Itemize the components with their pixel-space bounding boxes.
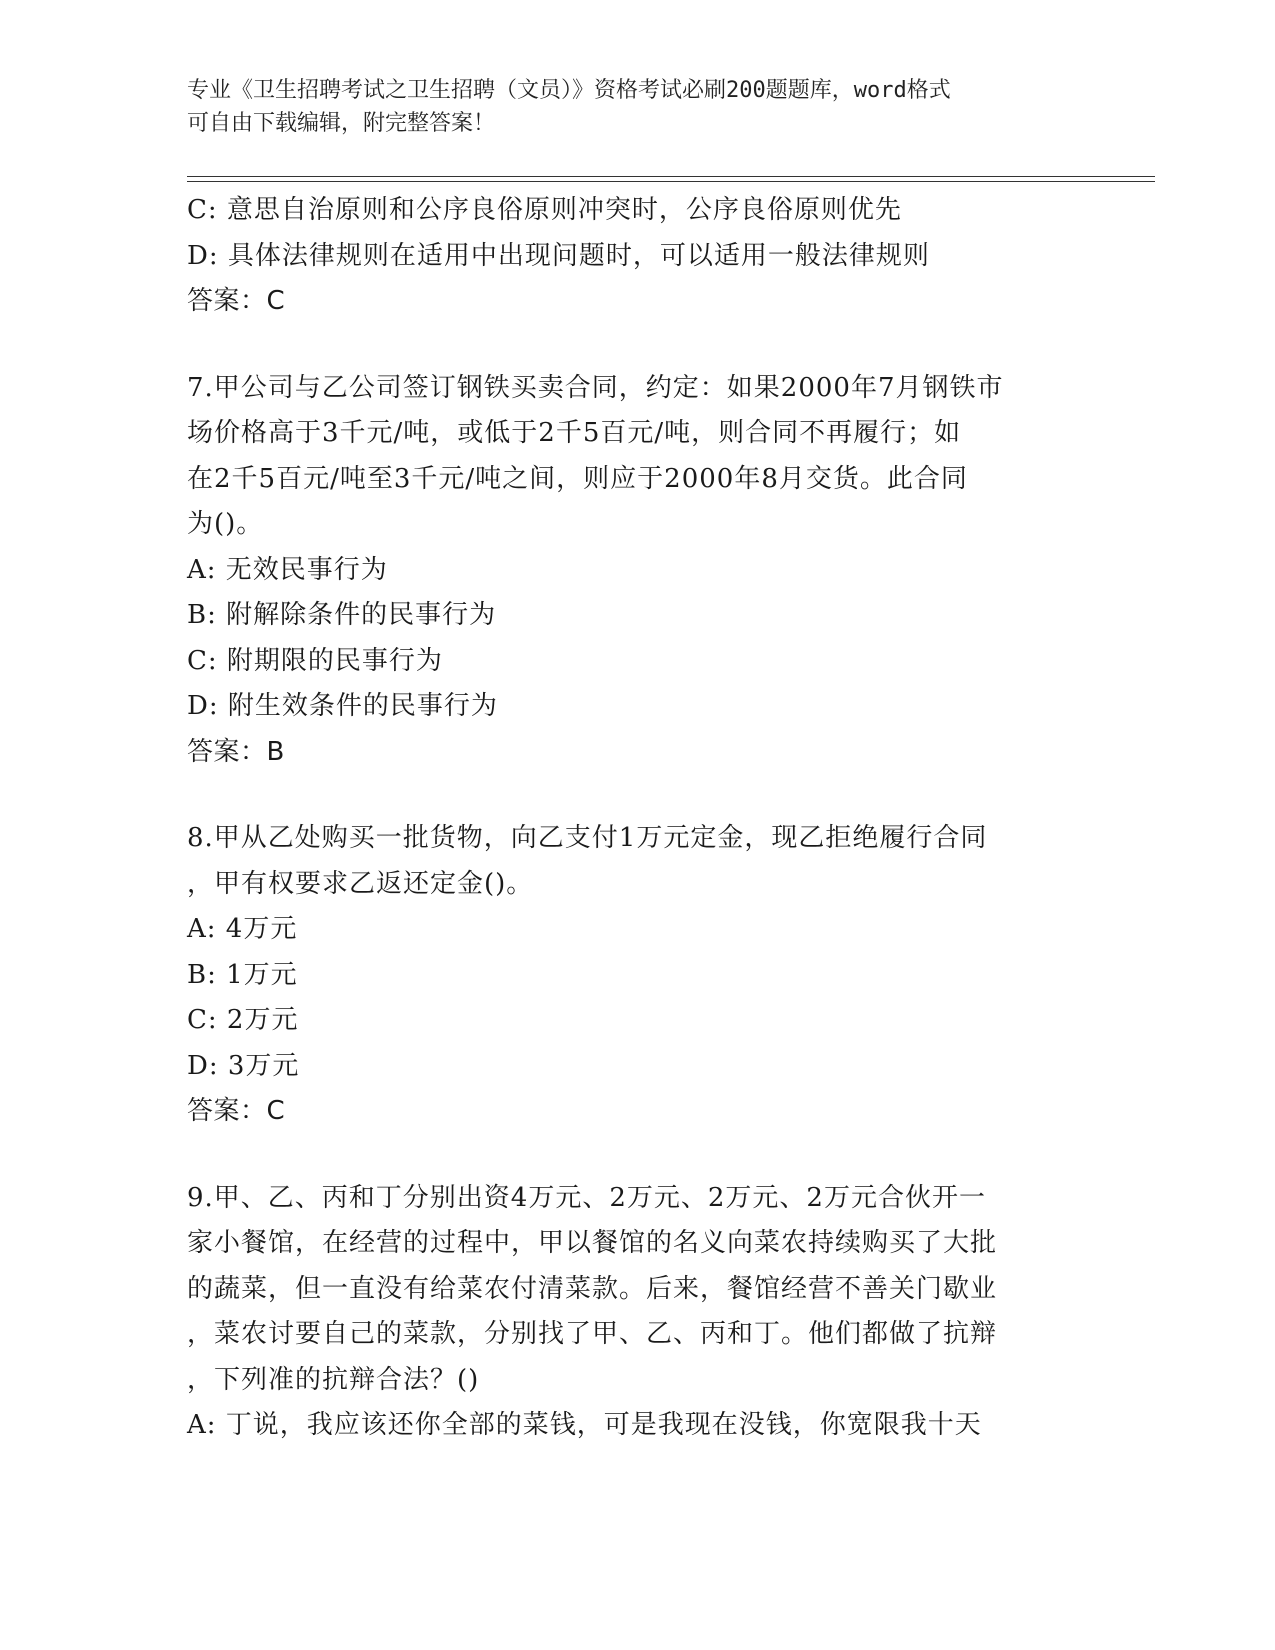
option-c: C: 意思自治原则和公序良俗原则冲突时，公序良俗原则优先 bbox=[187, 195, 902, 225]
header-title-line-2: 可自由下载编辑，附完整答案！ bbox=[187, 111, 496, 136]
document-body bbox=[187, 188, 1087, 1449]
option-a: A: 丁说，我应该还你全部的菜钱，可是我现在没钱，你宽限我十天 bbox=[187, 1410, 982, 1440]
question-stem-line: 家小餐馆，在经营的过程中，甲以餐馆的名义向菜农持续购买了大批 bbox=[187, 1228, 998, 1258]
header-title-line-1: 专业《卫生招聘考试之卫生招聘（文员）》资格考试必刷200题题库，word格式 bbox=[187, 78, 951, 103]
answer-line: 答案：C bbox=[187, 1096, 286, 1126]
question-stem-line: 在2千5百元/吨至3千元/吨之间，则应于2000年8月交货。此合同 bbox=[187, 463, 968, 494]
question-stem-line: ，甲有权要求乙返还定金()。 bbox=[187, 868, 534, 899]
question-6-continued bbox=[187, 188, 1087, 325]
option-a: A: 4万元 bbox=[187, 914, 298, 944]
question-stem-line: 9.甲、乙、丙和丁分别出资4万元、2万元、2万元、2万元合伙开一 bbox=[187, 1182, 986, 1213]
question-stem-line: ，菜农讨要自己的菜款，分别找了甲、乙、丙和丁。他们都做了抗辩 bbox=[187, 1319, 998, 1349]
option-b: B: 附解除条件的民事行为 bbox=[187, 600, 497, 630]
header-divider-bottom bbox=[187, 181, 1155, 182]
question-stem-line: 8.甲从乙处购买一批货物，向乙支付1万元定金，现乙拒绝履行合同 bbox=[187, 823, 988, 853]
question-stem-line: 的蔬菜，但一直没有给菜农付清菜款。后来，餐馆经营不善关门歇业 bbox=[187, 1273, 998, 1304]
option-a: A: 无效民事行为 bbox=[187, 554, 388, 585]
option-b: B: 1万元 bbox=[187, 959, 298, 990]
option-d: D: 附生效条件的民事行为 bbox=[187, 691, 498, 721]
question-stem-line: 为()。 bbox=[187, 509, 264, 539]
answer-line: 答案：B bbox=[187, 736, 285, 767]
question-8 bbox=[187, 816, 1087, 1135]
option-d: D: 具体法律规则在适用中出现问题时，可以适用一般法律规则 bbox=[187, 240, 930, 271]
question-stem-line: 场价格高于3千元/吨，或低于2千5百元/吨，则合同不再履行；如 bbox=[187, 418, 962, 448]
option-c: C: 附期限的民事行为 bbox=[187, 645, 443, 676]
spacer bbox=[187, 325, 1087, 366]
option-c: C: 2万元 bbox=[187, 1005, 299, 1035]
answer-line: 答案：C bbox=[187, 286, 286, 316]
question-9 bbox=[187, 1176, 1087, 1449]
header-divider-top bbox=[187, 176, 1155, 177]
question-7 bbox=[187, 366, 1087, 776]
spacer bbox=[187, 775, 1087, 816]
document-header bbox=[187, 74, 1067, 140]
question-stem-line: ，下列准的抗辩合法？() bbox=[187, 1364, 480, 1395]
question-stem-line: 7.甲公司与乙公司签订钢铁买卖合同，约定：如果2000年7月钢铁市 bbox=[187, 372, 1004, 403]
option-d: D: 3万元 bbox=[187, 1050, 300, 1081]
spacer bbox=[187, 1135, 1087, 1176]
